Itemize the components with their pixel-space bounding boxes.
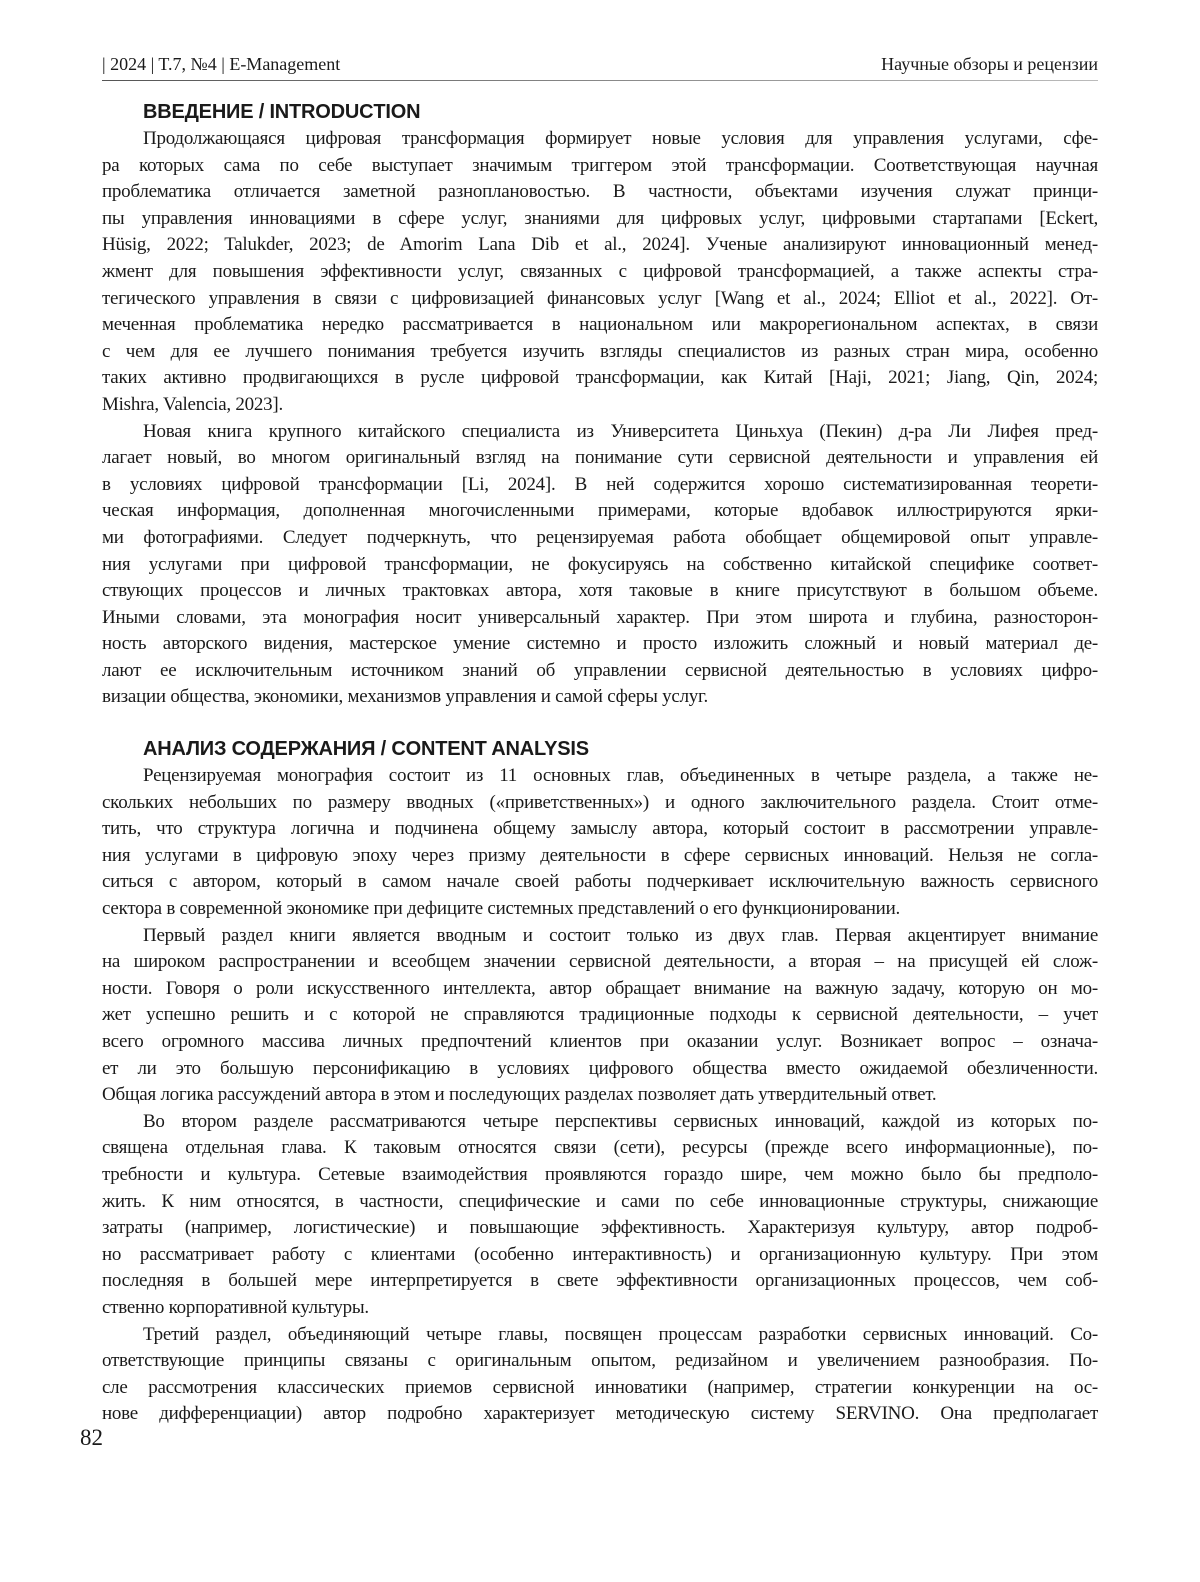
paragraph xyxy=(102,126,1098,419)
text-line: ответствующие принципы связаны с оригинальным опытом, редизайном и увеличением разнообразия. По- xyxy=(102,1350,1098,1372)
text-line: Hüsig, 2022; Talukder, 2023; de Amorim Lana Dib et al., 2024]. Ученые анализируют инновационный менед- xyxy=(102,234,1098,256)
paragraph xyxy=(102,1322,1098,1428)
text-line: ственно корпоративной культуры. xyxy=(102,1296,369,1318)
text-line: последняя в большей мере интерпретируется в свете эффективности организационных процессов, чем соб- xyxy=(102,1270,1098,1292)
text-line: меченная проблематика нередко рассматривается в национальном или макрорегиональном аспектах, в связи xyxy=(102,314,1098,336)
text-line: Новая книга крупного китайского специалиста из Университета Циньхуа (Пекин) д-ра Ли Лифея пред- xyxy=(143,420,1098,442)
text-line: Третий раздел, объединяющий четыре главы, посвящен процессам разработки сервисных инноваций. Со- xyxy=(143,1323,1098,1345)
text-line: с чем для ее лучшего понимания требуется изучить взгляды специалистов из разных стран мира, особенно xyxy=(102,340,1098,362)
header-divider xyxy=(102,80,1098,81)
text-line: Иными словами, эта монография носит универсальный характер. При этом широта и глубина, разносторон- xyxy=(102,606,1098,628)
text-line: Mishra, Valencia, 2023]. xyxy=(102,393,283,415)
text-line: тегического управления в связи с цифровизацией финансовых услуг [Wang et al., 2024; Elliot et al., 2022]. От- xyxy=(102,287,1098,309)
text-line: Первый раздел книги является вводным и состоит только из двух глав. Первая акцентирует внимание xyxy=(143,924,1098,946)
text-line: священа отдельная глава. К таковым относятся связи (сети), ресурсы (прежде всего информационные), по- xyxy=(102,1137,1098,1159)
text-line: нове дифференциации) автор подробно характеризует методическую систему SERVINO. Она предполагает xyxy=(102,1403,1098,1425)
text-line: ность авторского видения, мастерское умение системно и просто изложить сложный и новый материал де- xyxy=(102,633,1098,655)
paragraph xyxy=(102,419,1098,712)
text-line: Рецензируемая монография состоит из 11 основных глав, объединенных в четыре раздела, а также не- xyxy=(143,765,1098,787)
text-line: сектора в современной экономике при дефиците системных представлений о его функционировании. xyxy=(102,898,901,920)
text-line: тить, что структура логична и подчинена общему замыслу автора, который состоит в рассмотрении управле- xyxy=(102,818,1098,840)
text-line: жмент для повышения эффективности услуг, связанных с цифровой трансформацией, а также аспекты стра- xyxy=(102,260,1098,282)
text-line: таких активно продвигающихся в русле цифровой трансформации, как Китай [Haji, 2021; Jiang, Qin, 2024; xyxy=(102,367,1098,389)
text-line: жет успешно решить и с которой не справляются традиционные подходы к сервисной деятельности, – учет xyxy=(102,1004,1098,1026)
text-line: лагает новый, во многом оригинальный взгляд на понимание сути сервисной деятельности и управления ей xyxy=(102,447,1098,469)
section-title: Научные обзоры и рецензии xyxy=(881,54,1098,74)
text-line: ситься с автором, который в самом начале своей работы подчеркивает исключительную важность сервисного xyxy=(102,871,1098,893)
running-header xyxy=(102,54,1098,80)
section-heading: АНАЛИЗ СОДЕРЖАНИЯ / CONTENT ANALYSIS xyxy=(143,738,589,761)
text-line: ческая информация, дополненная многочисленными примерами, которые вдобавок иллюстрируются ярки- xyxy=(102,500,1098,522)
text-line: Во втором разделе рассматриваются четыре перспективы сервисных инноваций, каждой из которых по- xyxy=(143,1110,1098,1132)
text-line: требности и культура. Сетевые взаимодействия проявляются гораздо шире, чем можно было бы предполо- xyxy=(102,1163,1098,1185)
text-line: лают ее исключительным источником знаний об управлении сервисной деятельностью в условиях цифро- xyxy=(102,659,1098,681)
text-line: визации общества, экономики, механизмов управления и самой сферы услуг. xyxy=(102,686,708,708)
section-heading: ВВЕДЕНИЕ / INTRODUCTION xyxy=(143,101,421,123)
journal-info: | 2024 | T.7, №4 | E-Management xyxy=(102,54,341,74)
text-line: скольких небольших по размеру вводных («приветственных») и одного заключительного раздела. Стоит отме- xyxy=(102,791,1098,813)
text-line: ствующих процессов и личных трактовках автора, хотя таковые в книге присутствуют в большом объеме. xyxy=(102,580,1098,602)
text-line: сле рассмотрения классических приемов сервисной инноватики (например, стратегии конкуренции на ос- xyxy=(102,1376,1098,1398)
text-line: жить. К ним относятся, в частности, специфические и сами по себе инновационные структуры, снижающие xyxy=(102,1190,1098,1212)
paragraph xyxy=(102,923,1098,1109)
article-body xyxy=(102,98,1098,1428)
text-line: пы управления инновациями в сфере услуг, знаниями для цифровых услуг, цифровыми стартапами [Eckert, xyxy=(102,207,1098,229)
text-line: ет ли это большую персонификацию в условиях цифрового общества вместо ожидаемой обезличенности. xyxy=(102,1057,1098,1079)
text-line: Общая логика рассуждений автора в этом и последующих разделах позволяет дать утвердительный ответ. xyxy=(102,1084,937,1106)
text-line: ми фотографиями. Следует подчеркнуть, что рецензируемая работа обобщает общемировой опыт управле- xyxy=(102,526,1098,548)
paragraph xyxy=(102,1109,1098,1322)
text-line: ния услугами в цифровую эпоху через призму деятельности в сфере сервисных инноваций. Нельзя не согла- xyxy=(102,844,1098,866)
text-line: Продолжающаяся цифровая трансформация формирует новые условия для управления услугами, сфе- xyxy=(143,128,1098,149)
text-line: всего огромного массива личных предпочтений клиентов при оказании услуг. Возникает вопрос – означа- xyxy=(102,1031,1098,1052)
text-line: на широком распространении и всеобщем значении сервисной деятельности, а вторая – на присущей ей слож- xyxy=(102,951,1098,973)
text-line: но рассматривает работу с клиентами (особенно интерактивность) и организационную культуру. При этом xyxy=(102,1243,1098,1265)
text-line: ра которых сама по себе выступает значимым триггером этой трансформации. Соответствующая научная xyxy=(102,154,1098,176)
text-line: проблематика отличается заметной разноплановостью. В частности, объектами изучения служат принци- xyxy=(102,181,1098,203)
text-line: затраты (например, логистические) и повышающие эффективность. Характеризуя культуру, автор подроб- xyxy=(102,1217,1098,1239)
page-number: 82 xyxy=(80,1425,103,1450)
text-line: в условиях цифровой трансформации [Li, 2024]. В ней содержится хорошо систематизированная теорети- xyxy=(102,473,1098,495)
text-line: ности. Говоря о роли искусственного интеллекта, автор обращает внимание на важную задачу, которую он мо- xyxy=(102,977,1098,999)
text-line: ния услугами при цифровой трансформации, не фокусируясь на собственно китайской специфике соответ- xyxy=(102,553,1098,575)
paragraph xyxy=(102,763,1098,923)
